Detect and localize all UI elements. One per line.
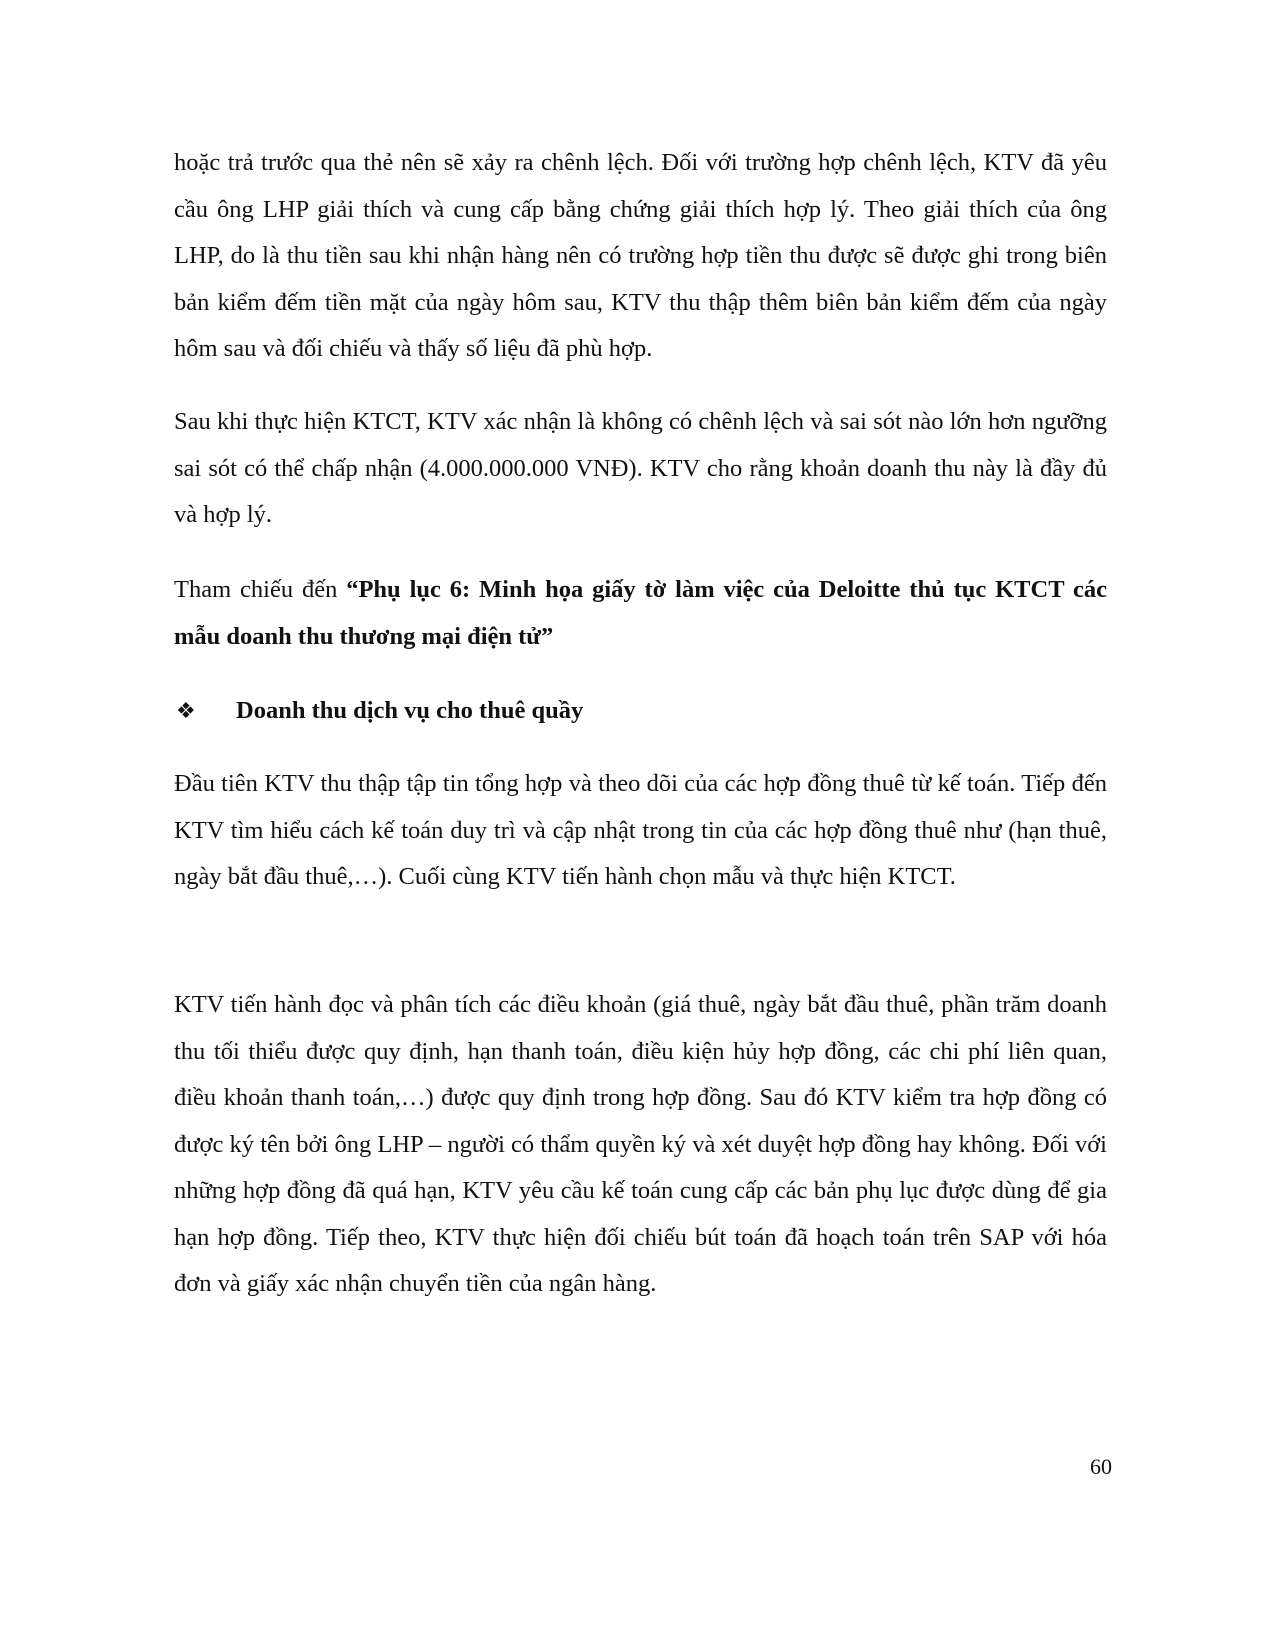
diamond-bullet-icon: ❖ xyxy=(176,699,196,724)
body-paragraph: KTV tiến hành đọc và phân tích các điều khoản (giá thuê, ngày bắt đầu thuê, phần trăm doanh thu tối thiểu được quy định, hạn thanh toán, điều kiện hủy hợp đồng, các chi phí liên quan, điều khoản thanh toán,…) được quy định trong hợp đồng. Sau đó KTV kiểm tra hợp đồng có được ký tên bởi ông LHP – người có thẩm quyền ký và xét duyệt hợp đồng hay không. Đối với những hợp đồng đã quá hạn, KTV yêu cầu kế toán cung cấp các bản phụ lục được dùng để gia hạn hợp đồng. Tiếp theo, KTV thực hiện đối chiếu bút toán đã hoạch toán trên SAP với hóa đơn và giấy xác nhận chuyển tiền của ngân hàng. xyxy=(174,991,1107,1297)
body-paragraph: hoặc trả trước qua thẻ nên sẽ xảy ra chênh lệch. Đối với trường hợp chênh lệch, KTV đã yêu cầu ông LHP giải thích và cung cấp bằng chứng giải thích hợp lý. Theo giải thích của ông LHP, do là thu tiền sau khi nhận hàng nên có trường hợp tiền thu được sẽ được ghi trong biên bản kiểm đếm tiền mặt của ngày hôm sau, KTV thu thập thêm biên bản kiểm đếm của ngày hôm sau và đối chiếu và thấy số liệu đã phù hợp. xyxy=(174,149,1107,362)
body-paragraph: Đầu tiên KTV thu thập tập tin tổng hợp và theo dõi của các hợp đồng thuê từ kế toán. Tiếp đến KTV tìm hiểu cách kế toán duy trì và cập nhật trong tin của các hợp đồng thuê như (hạn thuê, ngày bắt đầu thuê,…). Cuối cùng KTV tiến hành chọn mẫu và thực hiện KTCT. xyxy=(174,770,1107,890)
section-heading: Doanh thu dịch vụ cho thuê quầy xyxy=(236,697,584,724)
section-heading-row xyxy=(176,688,583,736)
reference-prefix: Tham chiếu đến xyxy=(174,576,347,603)
appendix-reference: “Phụ lục 6: Minh họa giấy tờ làm việc của Deloitte thủ tục KTCT các mẫu doanh thu thương mại điện tử” xyxy=(174,576,1107,650)
page-number: 60 xyxy=(1090,1454,1112,1479)
body-paragraph: Sau khi thực hiện KTCT, KTV xác nhận là không có chênh lệch và sai sót nào lớn hơn ngưỡng sai sót có thể chấp nhận (4.000.000.000 VNĐ). KTV cho rằng khoản doanh thu này là đầy đủ và hợp lý. xyxy=(174,408,1107,528)
reference-paragraph xyxy=(174,567,1107,660)
